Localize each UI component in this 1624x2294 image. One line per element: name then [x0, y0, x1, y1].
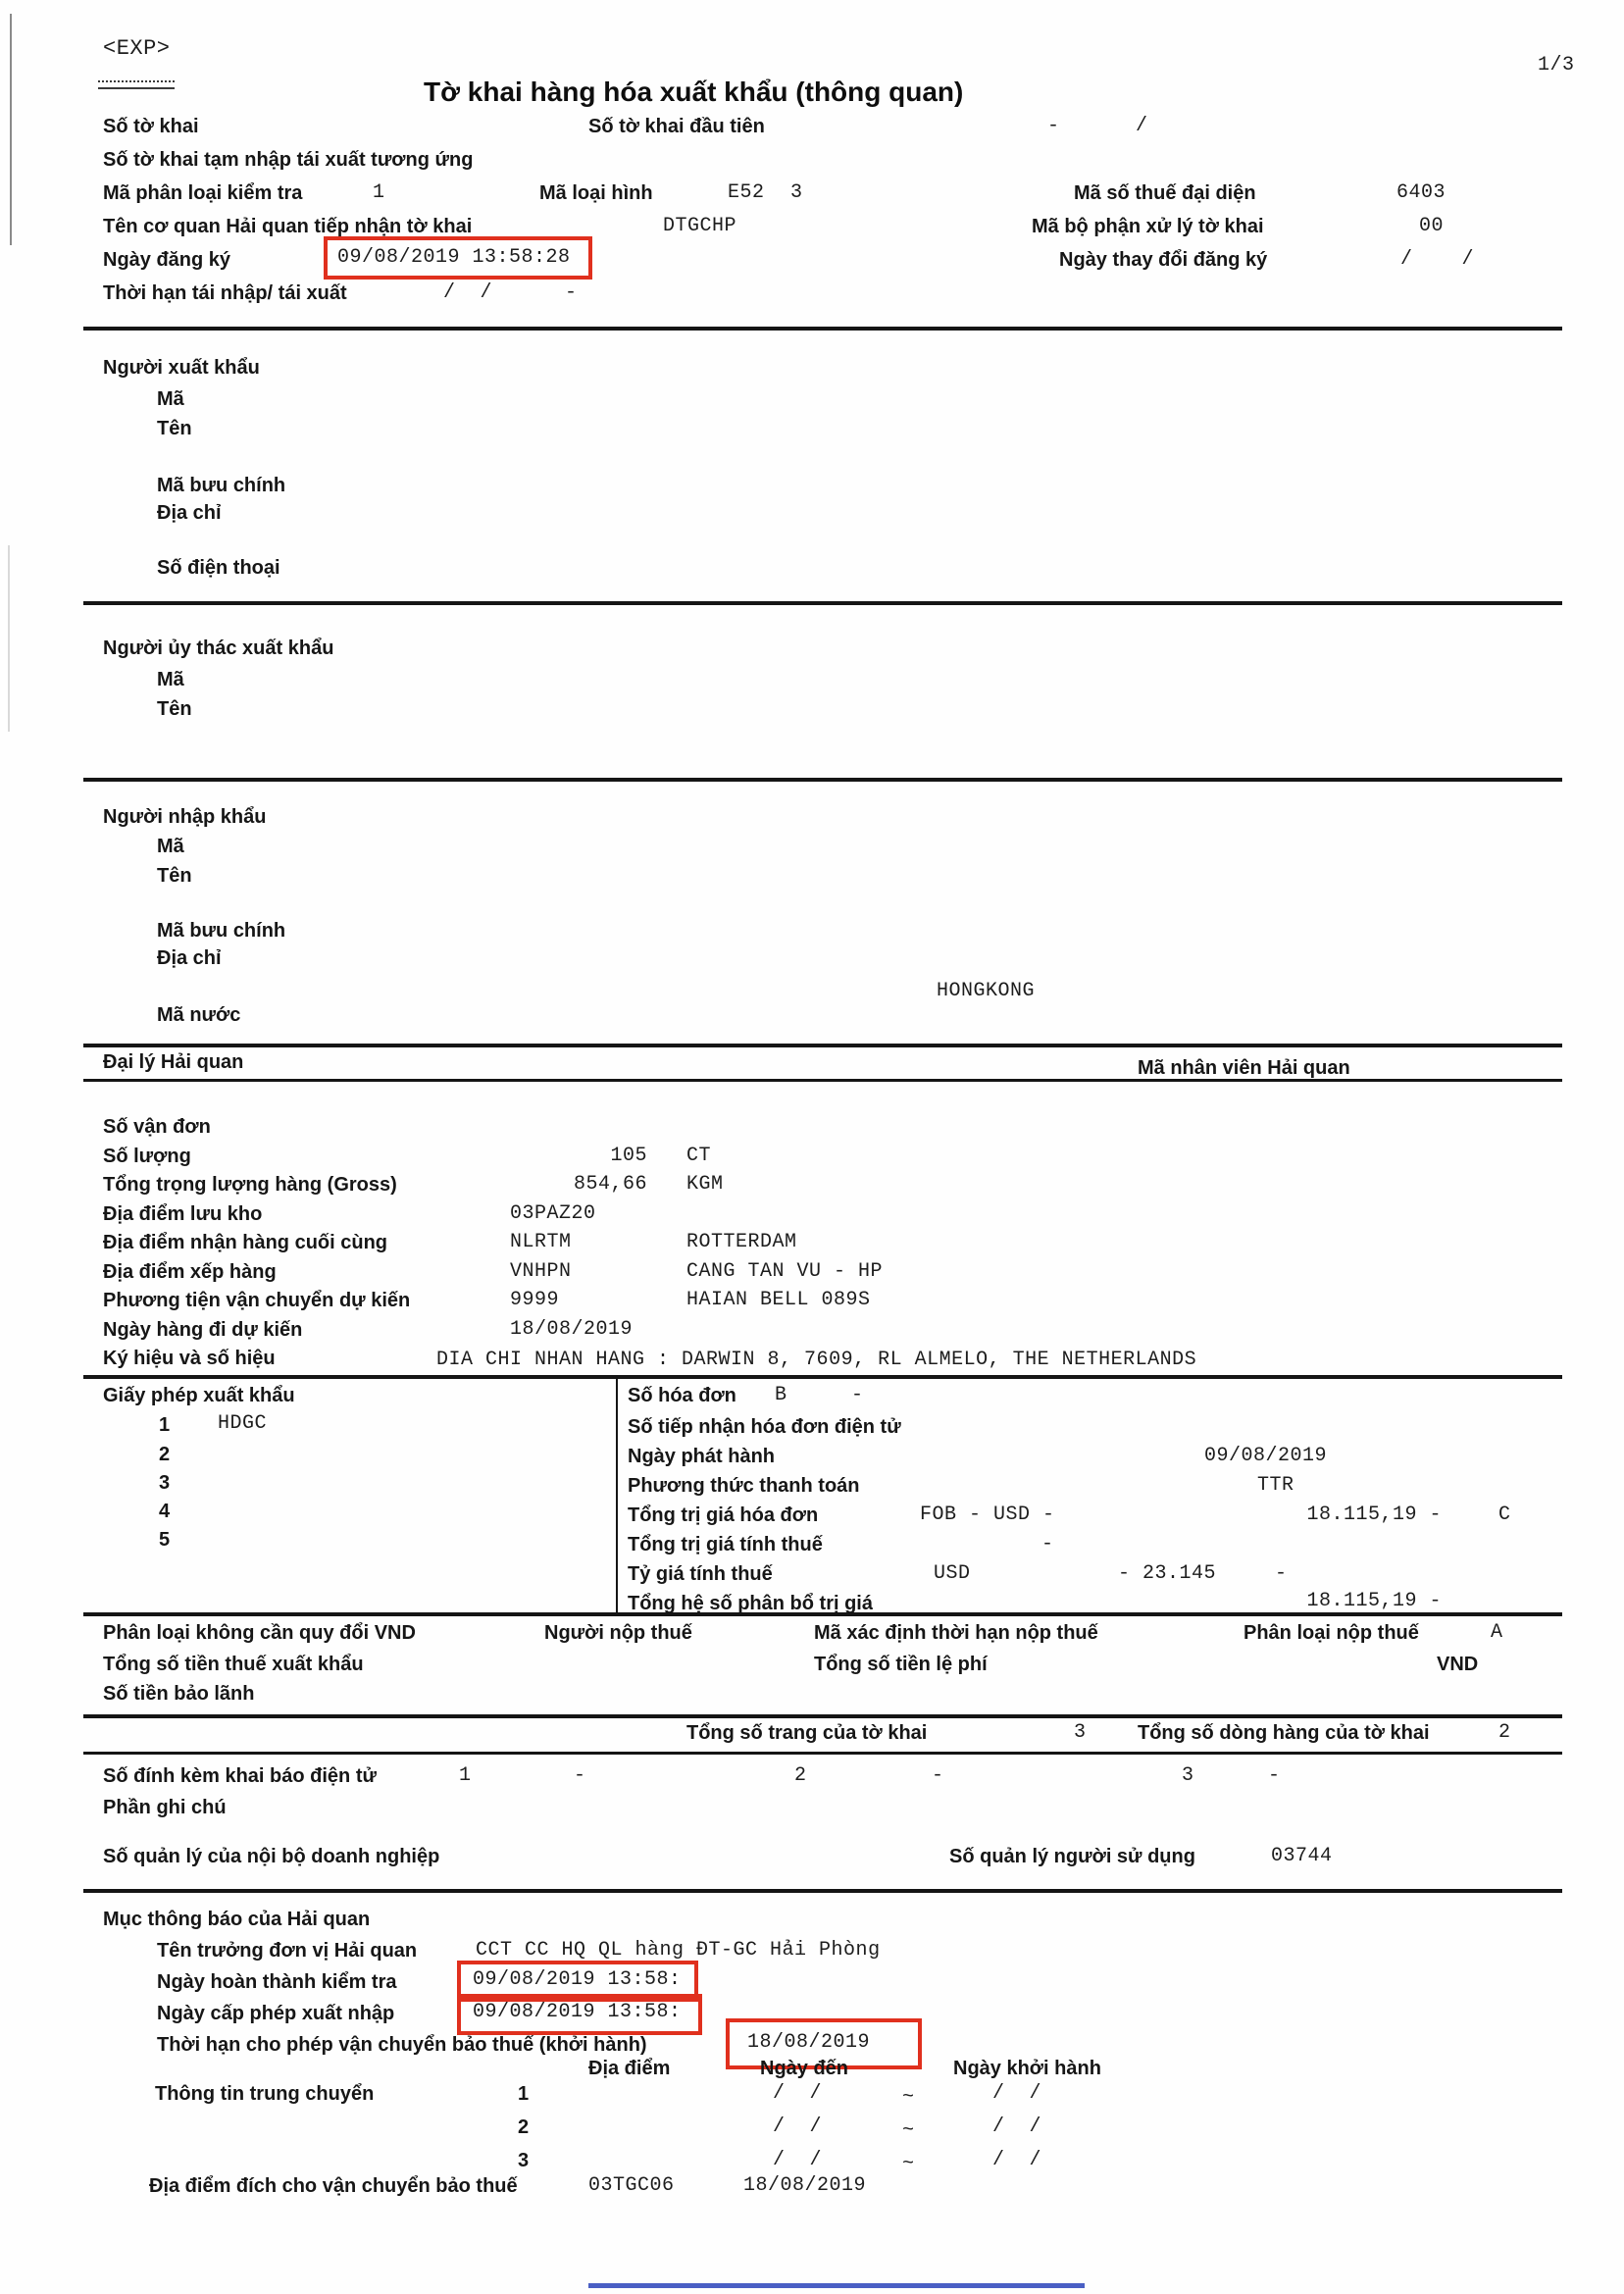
thoi-han-tai-nhap-label: Thời hạn tái nhập/ tái xuất: [103, 282, 347, 304]
thoi-han-van-chuyen-value: 18/08/2019: [747, 2031, 871, 2054]
ngay-hoan-thanh-label: Ngày hoàn thành kiểm tra: [157, 1971, 397, 1993]
trung-chuyen-label: Thông tin trung chuyển: [155, 2083, 375, 2105]
ten-co-quan-label: Tên cơ quan Hải quan tiếp nhận tờ khai: [103, 216, 473, 237]
box-top-line: [83, 1375, 1562, 1379]
so-luong-label: Số lượng: [103, 1146, 191, 1167]
ma-bo-phan-value: 00: [1419, 215, 1445, 237]
phuong-tien-code: 9999: [510, 1289, 560, 1311]
scan-blue-line: [588, 2283, 1085, 2288]
ngay-cap-phep-label: Ngày cấp phép xuất nhập: [157, 2003, 395, 2024]
importer-title: Người nhập khẩu: [103, 806, 267, 828]
quan-ly-nguoi-su-dung-label: Số quản lý người sử dụng: [949, 1846, 1195, 1867]
phuong-tien-label: Phương tiện vận chuyển dự kiến: [103, 1290, 411, 1311]
so-to-khai-dau-tien-slash: /: [1136, 115, 1148, 137]
agent-ma-nhan-vien-label: Mã nhân viên Hải quan: [1138, 1057, 1350, 1079]
ky-hieu-value: DIA CHI NHAN HANG : DARWIN 8, 7609, RL ALMELO, THE NETHERLANDS: [436, 1349, 1197, 1371]
dia-diem-nhan-hang-name: ROTTERDAM: [686, 1231, 797, 1253]
tong-he-so-label: Tổng hệ số phân bổ trị giá: [628, 1593, 873, 1614]
so-to-khai-dau-tien-dash: -: [1047, 115, 1060, 137]
scan-edge-artifact: [8, 545, 10, 732]
attachment-2-no: 2: [794, 1764, 807, 1787]
attachment-3-no: 3: [1182, 1764, 1194, 1787]
tong-tri-gia-hoa-don-flag: C: [1498, 1504, 1511, 1526]
exporter-so-dien-thoai-label: Số điện thoại: [157, 557, 280, 579]
so-van-don-label: Số vận đơn: [103, 1116, 211, 1138]
dia-diem-luu-kho-value: 03PAZ20: [510, 1202, 596, 1225]
so-luong-unit: CT: [686, 1145, 712, 1167]
scan-edge-artifact: [10, 14, 12, 245]
tong-so-dong-value: 2: [1498, 1721, 1511, 1744]
col-ngay-den: Ngày đến: [760, 2058, 849, 2079]
so-tiep-nhan-label: Số tiếp nhận hóa đơn điện tử: [628, 1416, 901, 1438]
ngay-cap-phep-value: 09/08/2019 13:58:: [473, 2001, 682, 2023]
phan-loai-nop-thue-value: A: [1491, 1621, 1503, 1644]
importer-ma-nuoc-label: Mã nước: [157, 1004, 241, 1026]
importer-dia-chi-value: HONGKONG: [937, 980, 1036, 1002]
license-row-no: 3: [159, 1472, 171, 1494]
agent-title: Đại lý Hải quan: [103, 1051, 244, 1073]
ty-gia-currency: USD: [934, 1562, 971, 1585]
ngay-thay-doi-value: / /: [1400, 248, 1475, 271]
tong-he-so-value: 18.115,19 -: [1306, 1590, 1442, 1612]
so-to-khai-dau-tien-label: Số tờ khai đầu tiên: [588, 116, 765, 137]
transit-row-ngay-khoi-hanh: / /: [992, 2149, 1042, 2171]
so-to-khai-tam-nhap-label: Số tờ khai tạm nhập tái xuất tương ứng: [103, 149, 474, 171]
dia-diem-dich-date: 18/08/2019: [743, 2174, 867, 2197]
ngay-dang-ky-value: 09/08/2019 13:58:28: [337, 246, 571, 269]
license-row-no: 4: [159, 1501, 171, 1522]
transit-row-no: 3: [518, 2150, 530, 2171]
tong-tri-gia-tinh-thue-label: Tổng trị giá tính thuế: [628, 1534, 823, 1555]
attachment-3-value: -: [1268, 1764, 1281, 1787]
ma-so-thue-label: Mã số thuế đại diện: [1074, 182, 1256, 204]
section-separator: [83, 1752, 1562, 1755]
attachments-label: Số đính kèm khai báo điện tử: [103, 1765, 377, 1787]
so-luong-value: 105: [610, 1145, 647, 1167]
importer-ten-label: Tên: [157, 865, 192, 887]
tong-so-trang-label: Tổng số trang của tờ khai: [686, 1722, 928, 1744]
thoi-han-tai-nhap-value: / /: [443, 281, 493, 304]
ma-loai-hinh-label: Mã loại hình: [539, 182, 653, 204]
section-separator: [83, 601, 1562, 605]
ngay-hoan-thanh-value: 09/08/2019 13:58:: [473, 1968, 682, 1991]
page-title: Tờ khai hàng hóa xuất khẩu (thông quan): [424, 76, 964, 107]
phuong-tien-name: HAIAN BELL 089S: [686, 1289, 871, 1311]
transit-row-tilde: ~: [902, 2119, 915, 2142]
phan-loai-quy-doi-label: Phân loại không cần quy đổi VND: [103, 1622, 416, 1644]
transit-row-ngay-khoi-hanh: / /: [992, 2116, 1042, 2138]
section-separator: [83, 1044, 1562, 1047]
nguoi-nop-thue-label: Người nộp thuế: [544, 1622, 692, 1644]
tong-trong-luong-label: Tổng trọng lượng hàng (Gross): [103, 1174, 397, 1196]
ty-gia-label: Tỷ giá tính thuế: [628, 1563, 773, 1585]
tong-tri-gia-hoa-don-terms: FOB - USD -: [920, 1504, 1055, 1526]
ten-truong-label: Tên trưởng đơn vị Hải quan: [157, 1940, 418, 1962]
tong-trong-luong-unit: KGM: [686, 1173, 724, 1196]
exporter-ma-label: Mã: [157, 388, 184, 410]
tong-trong-luong-value: 854,66: [573, 1173, 647, 1196]
section-separator: [83, 778, 1562, 782]
attachment-1-value: -: [574, 1764, 586, 1787]
ty-gia-dash: -: [1275, 1562, 1288, 1585]
tong-tri-gia-tinh-thue-value: -: [1041, 1533, 1054, 1555]
dia-diem-dich-label: Địa điểm đích cho vận chuyển bảo thuế: [149, 2175, 518, 2197]
dia-diem-xep-hang-code: VNHPN: [510, 1260, 572, 1283]
license-row-value: HDGC: [218, 1412, 268, 1435]
exporter-title: Người xuất khẩu: [103, 357, 260, 379]
page-number: 1/3: [1538, 54, 1575, 76]
importer-ma-label: Mã: [157, 836, 184, 857]
transit-row-tilde: ~: [902, 2086, 915, 2109]
transit-row-ngay-den: / /: [773, 2082, 823, 2105]
customs-notice-title: Mục thông báo của Hải quan: [103, 1909, 371, 1930]
ma-phan-loai-value: 1: [373, 181, 385, 204]
tong-tri-gia-hoa-don-value: 18.115,19 -: [1306, 1504, 1442, 1526]
section-separator: [83, 1079, 1562, 1082]
quan-ly-noi-bo-label: Số quản lý của nội bộ doanh nghiệp: [103, 1846, 440, 1867]
exporter-ma-buu-chinh-label: Mã bưu chính: [157, 475, 286, 496]
entrustor-ma-label: Mã: [157, 669, 184, 690]
section-separator: [83, 1714, 1562, 1718]
transit-row-tilde: ~: [902, 2153, 915, 2175]
phuong-thuc-label: Phương thức thanh toán: [628, 1475, 860, 1497]
so-hoa-don-dash: -: [851, 1384, 864, 1406]
dia-diem-luu-kho-label: Địa điểm lưu kho: [103, 1203, 263, 1225]
tong-so-tien-thue-label: Tổng số tiền thuế xuất khẩu: [103, 1654, 364, 1675]
tax-currency: VND: [1437, 1654, 1479, 1675]
ma-bo-phan-label: Mã bộ phận xử lý tờ khai: [1032, 216, 1264, 237]
thoi-han-van-chuyen-label: Thời hạn cho phép vận chuyển bảo thuế (khởi hành): [157, 2034, 647, 2056]
dia-diem-xep-hang-name: CANG TAN VU - HP: [686, 1260, 884, 1283]
dia-diem-nhan-hang-label: Địa điểm nhận hàng cuối cùng: [103, 1232, 388, 1253]
tong-so-tien-le-phi-label: Tổng số tiền lệ phí: [814, 1654, 988, 1675]
attachment-1-no: 1: [459, 1764, 472, 1787]
dia-diem-nhan-hang-code: NLRTM: [510, 1231, 572, 1253]
ma-phan-loai-label: Mã phân loại kiểm tra: [103, 182, 303, 204]
col-dia-diem: Địa điểm: [588, 2058, 671, 2079]
ngay-hang-di-value: 18/08/2019: [510, 1318, 634, 1341]
tong-so-dong-label: Tổng số dòng hàng của tờ khai: [1138, 1722, 1430, 1744]
ma-xac-dinh-label: Mã xác định thời hạn nộp thuế: [814, 1622, 1098, 1644]
ma-loai-hinh-value: E52: [728, 181, 765, 204]
tong-so-trang-value: 3: [1074, 1721, 1087, 1744]
phan-loai-nop-thue-label: Phân loại nộp thuế: [1243, 1622, 1419, 1644]
dia-diem-dich-code: 03TGC06: [588, 2174, 675, 2197]
transit-row-ngay-den: / /: [773, 2149, 823, 2171]
attachment-2-value: -: [932, 1764, 944, 1787]
quan-ly-nguoi-su-dung-value: 03744: [1271, 1845, 1333, 1867]
ky-hieu-label: Ký hiệu và số hiệu: [103, 1348, 276, 1369]
ngay-thay-doi-label: Ngày thay đổi đăng ký: [1059, 249, 1268, 271]
ngay-dang-ky-label: Ngày đăng ký: [103, 249, 231, 271]
importer-dia-chi-label: Địa chỉ: [157, 947, 222, 969]
ma-so-thue-value: 6403: [1396, 181, 1446, 204]
license-row-no: 1: [159, 1414, 171, 1436]
ten-truong-value: CCT CC HQ QL hàng ĐT-GC Hải Phòng: [476, 1939, 881, 1962]
ngay-hang-di-label: Ngày hàng đi dự kiến: [103, 1319, 303, 1341]
transit-row-no: 2: [518, 2116, 530, 2138]
phuong-thuc-value: TTR: [1257, 1474, 1294, 1497]
entrustor-title: Người ủy thác xuất khẩu: [103, 637, 334, 659]
so-to-khai-label: Số tờ khai: [103, 116, 199, 137]
transit-row-ngay-den: / /: [773, 2116, 823, 2138]
license-row-no: 5: [159, 1529, 171, 1551]
entrustor-ten-label: Tên: [157, 698, 192, 720]
section-separator: [83, 327, 1562, 331]
ma-loai-hinh-value2: 3: [790, 181, 803, 204]
license-title: Giấy phép xuất khẩu: [103, 1385, 295, 1406]
so-tien-bao-lanh-label: Số tiền bảo lãnh: [103, 1683, 255, 1705]
exp-underline-mark: [98, 80, 175, 89]
section-separator: [83, 1889, 1562, 1893]
dia-diem-xep-hang-label: Địa điểm xếp hàng: [103, 1261, 277, 1283]
tong-tri-gia-hoa-don-label: Tổng trị giá hóa đơn: [628, 1504, 819, 1526]
ngay-phat-hanh-value: 09/08/2019: [1204, 1445, 1328, 1467]
transit-row-no: 1: [518, 2083, 530, 2105]
importer-ma-buu-chinh-label: Mã bưu chính: [157, 920, 286, 942]
exporter-ten-label: Tên: [157, 418, 192, 439]
exporter-dia-chi-label: Địa chỉ: [157, 502, 222, 524]
ngay-phat-hanh-label: Ngày phát hành: [628, 1446, 776, 1467]
so-hoa-don-value: B: [775, 1384, 787, 1406]
license-row-no: 2: [159, 1444, 171, 1465]
ten-co-quan-value: DTGCHP: [663, 215, 737, 237]
transit-row-ngay-khoi-hanh: / /: [992, 2082, 1042, 2105]
box-divider-line: [616, 1375, 618, 1614]
thoi-han-tai-nhap-dash: -: [565, 281, 578, 304]
exp-marker: <EXP>: [103, 36, 171, 61]
so-hoa-don-label: Số hóa đơn: [628, 1385, 736, 1406]
ty-gia-value: - 23.145: [1118, 1562, 1217, 1585]
col-ngay-khoi-hanh: Ngày khởi hành: [953, 2058, 1101, 2079]
ghi-chu-label: Phần ghi chú: [103, 1797, 227, 1818]
